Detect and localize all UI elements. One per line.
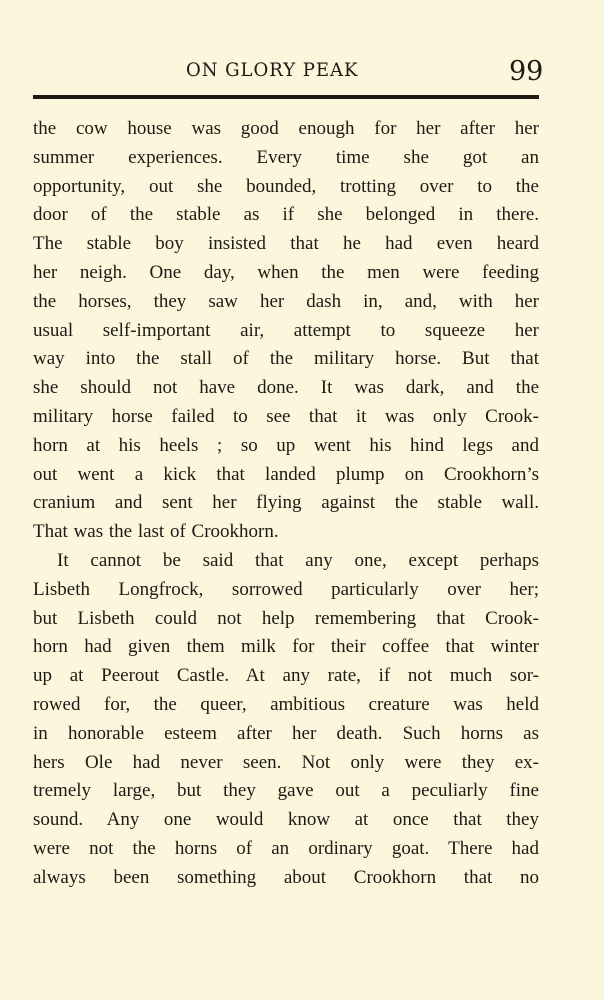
text-line: door of the stable as if she belonged in there. xyxy=(33,204,539,226)
text-line: usual self-important air, attempt to squeeze her xyxy=(33,319,539,341)
text-line: Lisbeth Longfrock, sorrowed particularly over her; xyxy=(33,578,539,600)
text-line: in honorable esteem after her death. Such horns as xyxy=(33,722,539,744)
text-line: the horses, they saw her dash in, and, with her xyxy=(33,290,539,312)
text-line: her neigh. One day, when the men were feeding xyxy=(33,261,539,283)
text-line: opportunity, out she bounded, trotting over to the xyxy=(33,175,539,197)
text-line: but Lisbeth could not help remembering that Crook- xyxy=(33,607,539,629)
text-line: way into the stall of the military horse. But that xyxy=(33,348,539,370)
paragraph-1 xyxy=(33,115,539,547)
text-line: up at Peerout Castle. At any rate, if not much sor- xyxy=(33,665,539,687)
text-line: she should not have done. It was dark, and the xyxy=(33,377,539,399)
text-line: hers Ole had never seen. Not only were they ex- xyxy=(33,751,539,773)
text-line: That was the last of Crookhorn. xyxy=(33,521,279,543)
text-line: were not the horns of an ordinary goat. There had xyxy=(33,837,539,859)
header-rule xyxy=(33,95,539,99)
text-line: horn had given them milk for their coffee that winter xyxy=(33,636,539,658)
page-header xyxy=(0,0,604,100)
text-line: military horse failed to see that it was only Crook- xyxy=(33,405,539,427)
text-line: horn at his heels ; so up went his hind legs and xyxy=(33,434,539,456)
text-line: tremely large, but they gave out a peculiarly fine xyxy=(33,780,539,802)
text-line: It cannot be said that any one, except perhaps xyxy=(57,549,539,571)
running-head: ON GLORY PEAK xyxy=(186,59,359,81)
paragraph-2 xyxy=(33,547,539,893)
page-number: 99 xyxy=(509,56,544,87)
text-line: out went a kick that landed plump on Crookhorn’s xyxy=(33,463,539,485)
page-body xyxy=(33,115,539,893)
text-line: always been something about Crookhorn that no xyxy=(33,866,539,888)
text-line: sound. Any one would know at once that they xyxy=(33,809,539,831)
text-line: cranium and sent her flying against the stable wall. xyxy=(33,492,539,514)
text-line: summer experiences. Every time she got an xyxy=(33,146,539,168)
text-line: the cow house was good enough for her after her xyxy=(33,118,539,139)
text-line: The stable boy insisted that he had even heard xyxy=(33,233,539,255)
text-line: rowed for, the queer, ambitious creature was held xyxy=(33,693,539,715)
